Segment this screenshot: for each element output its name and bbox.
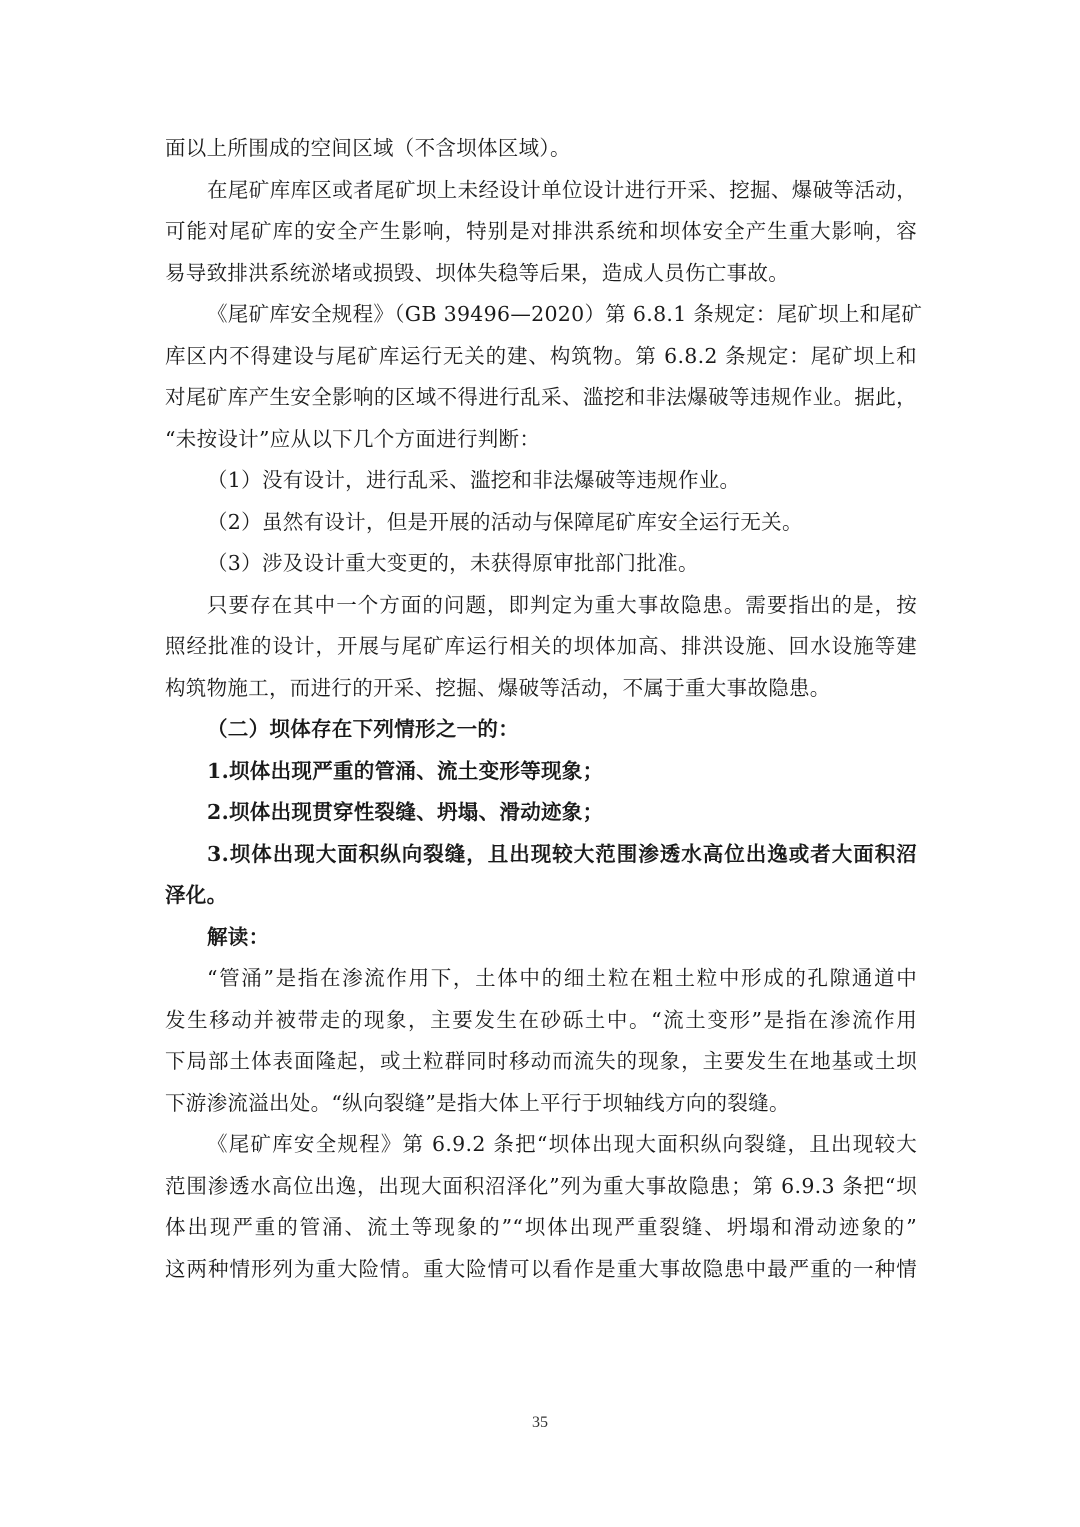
text-line: （2）虽然有设计，但是开展的活动与保障尾矿库安全运行无关。 (207, 509, 803, 534)
paragraph (165, 502, 917, 544)
paragraph (165, 170, 917, 295)
paragraph (165, 585, 917, 710)
text-line: 范围渗透水高位出逸，出现大面积沼泽化”列为重大事故隐患；第 6.9.3 条把“坝 (165, 1173, 917, 1198)
text-line: 发生移动并被带走的现象，主要发生在砂砾土中。“流土变形”是指在渗流作用 (165, 1007, 917, 1032)
text-line: 对尾矿库产生安全影响的区域不得进行乱采、滥挖和非法爆破等违规作业。据此， (165, 385, 917, 409)
text-line: （1）没有设计，进行乱采、滥挖和非法爆破等违规作业。 (207, 468, 741, 492)
text-line: 易导致排洪系统淤堵或损毁、坝体失稳等后果，造成人员伤亡事故。 (165, 260, 789, 285)
text-line: 1.坝体出现严重的管涌、流土变形等现象； (207, 758, 604, 783)
text-line: 解读： (207, 924, 270, 949)
paragraph (165, 460, 917, 502)
text-line: 只要存在其中一个方面的问题，即判定为重大事故隐患。需要指出的是，按 (207, 592, 917, 617)
text-line: （二）坝体存在下列情形之一的： (207, 717, 519, 741)
text-line: 2.坝体出现贯穿性裂缝、坍塌、滑动迹象； (207, 800, 604, 824)
bold-paragraph (165, 792, 917, 834)
text-line: 下局部土体表面隆起，或土粒群同时移动而流失的现象，主要发生在地基或土坝 (165, 1049, 917, 1073)
text-line: 下游渗流溢出处。“纵向裂缝”是指大体上平行于坝轴线方向的裂缝。 (165, 1090, 790, 1115)
text-line: 泽化。 (165, 883, 228, 907)
document-body (165, 128, 923, 1290)
bold-paragraph (165, 834, 917, 917)
paragraph (165, 543, 917, 585)
text-line: 在尾矿库库区或者尾矿坝上未经设计单位设计进行开采、挖掘、爆破等活动， (207, 177, 917, 202)
bold-paragraph (165, 917, 917, 959)
text-line: 这两种情形列为重大险情。重大险情可以看作是重大事故隐患中最严重的一种情 (165, 1256, 917, 1281)
text-line: 《尾矿库安全规程》第 6.9.2 条把“坝体出现大面积纵向裂缝，且出现较大 (207, 1132, 917, 1156)
text-line: （3）涉及设计重大变更的，未获得原审批部门批准。 (207, 551, 699, 575)
paragraph (165, 294, 923, 460)
text-line: “管涌”是指在渗流作用下，土体中的细土粒在粗土粒中形成的孔隙通道中 (207, 966, 917, 990)
paragraph (165, 958, 917, 1124)
text-line: 面以上所围成的空间区域（不含坝体区域）。 (165, 136, 571, 160)
text-line: 构筑物施工，而进行的开采、挖掘、爆破等活动，不属于重大事故隐患。 (165, 675, 831, 700)
text-line: 可能对尾矿库的安全产生影响，特别是对排洪系统和坝体安全产生重大影响，容 (165, 219, 917, 243)
text-line: 3.坝体出现大面积纵向裂缝，且出现较大范围渗透水高位出逸或者大面积沼 (207, 841, 917, 866)
text-line: 《尾矿库安全规程》（GB 39496—2020）第 6.8.1 条规定：尾矿坝上和尾矿 (207, 302, 923, 326)
bold-paragraph (165, 709, 917, 751)
paragraph (165, 128, 917, 170)
bold-paragraph (165, 751, 917, 793)
paragraph (165, 1124, 917, 1290)
text-line: “未按设计”应从以下几个方面进行判断： (165, 426, 541, 451)
text-line: 照经批准的设计，开展与尾矿库运行相关的坝体加高、排洪设施、回水设施等建 (165, 634, 917, 658)
text-line: 体出现严重的管涌、流土等现象的”“坝体出现严重裂缝、坍塌和滑动迹象的” (165, 1215, 917, 1239)
page-number: 35 (532, 1414, 548, 1431)
text-line: 库区内不得建设与尾矿库运行无关的建、构筑物。第 6.8.2 条规定：尾矿坝上和 (165, 343, 917, 368)
